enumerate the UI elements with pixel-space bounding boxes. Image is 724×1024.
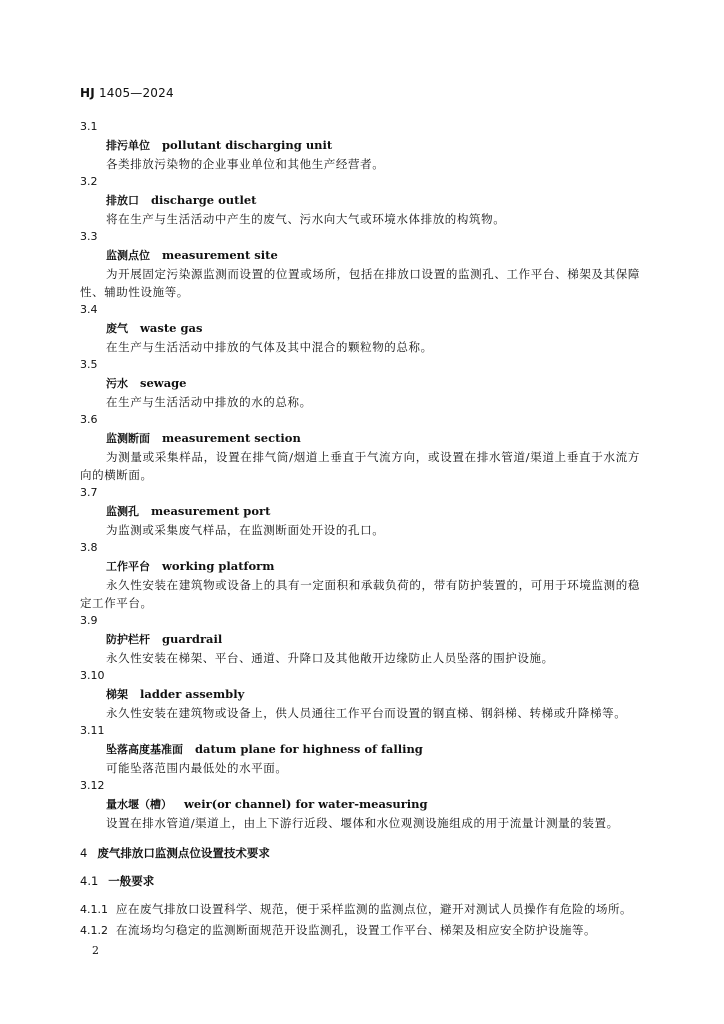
term-zh: 监测断面 <box>106 432 150 445</box>
term-zh: 废气 <box>106 322 128 335</box>
term-number: 3.5 <box>80 358 98 371</box>
term-en: ladder assembly <box>140 687 245 701</box>
section-title: 一般要求 <box>108 874 155 888</box>
term-title <box>80 795 640 814</box>
term-zh: 污水 <box>106 377 128 390</box>
term-en: weir(or channel) for water-measuring <box>184 797 428 811</box>
clause-number: 4.1.1 <box>80 903 108 916</box>
term-zh: 坠落高度基准面 <box>106 743 183 756</box>
term-definition: 在生产与生活活动中排放的水的总称。 <box>106 395 312 409</box>
term-title <box>80 246 640 265</box>
term-zh: 排污单位 <box>106 139 150 152</box>
clause-number: 4.1.2 <box>80 924 108 937</box>
term-number: 3.12 <box>80 779 105 792</box>
term-title <box>80 740 640 759</box>
term-zh: 防护栏杆 <box>106 633 150 646</box>
page-number: 2 <box>92 944 99 957</box>
term-en: discharge outlet <box>151 193 257 207</box>
term-zh: 监测孔 <box>106 505 139 518</box>
term-definition: 永久性安装在梯架、平台、通道、升降口及其他敞开边缘防止人员坠落的围护设施。 <box>106 651 554 665</box>
section-number: 4.1 <box>80 874 99 888</box>
term-title <box>80 429 640 448</box>
term-en: sewage <box>140 376 187 390</box>
chapter-title: 废气排放口监测点位设置技术要求 <box>97 846 270 860</box>
clause-text: 应在废气排放口设置科学、规范，便于采样监测的监测点位，避开对测试人员操作有危险的场所。 <box>116 902 632 916</box>
term-definition: 为监测或采集废气样品，在监测断面处开设的孔口。 <box>106 523 385 537</box>
term-definition: 为开展固定污染源监测而设置的位置或场所，包括在排放口设置的监测孔、工作平台、梯架及其保障性、辅助性设施等。 <box>80 267 640 299</box>
term-number: 3.1 <box>80 120 98 133</box>
term-definition: 永久性安装在建筑物或设备上的具有一定面积和承载负荷的，带有防护装置的，可用于环境监测的稳定工作平台。 <box>80 578 640 610</box>
term-en: measurement port <box>151 504 271 518</box>
term-number: 3.9 <box>80 614 98 627</box>
term-en: measurement site <box>162 248 278 262</box>
term-zh: 梯架 <box>106 688 128 701</box>
term-en: waste gas <box>140 321 203 335</box>
term-title <box>80 502 640 521</box>
clause <box>80 921 640 940</box>
clause-text: 在流场均匀稳定的监测断面规范开设监测孔，设置工作平台、梯架及相应安全防护设施等。 <box>116 923 596 937</box>
term-title <box>80 136 640 155</box>
term-title <box>80 557 640 576</box>
section-heading <box>80 872 640 890</box>
clause <box>80 900 640 919</box>
term-definition: 在生产与生活活动中排放的气体及其中混合的颗粒物的总称。 <box>106 340 433 354</box>
term-number: 3.7 <box>80 486 98 499</box>
term-en: working platform <box>162 559 275 573</box>
clause-list <box>80 900 640 940</box>
term-en: guardrail <box>162 632 223 646</box>
term-number: 3.4 <box>80 303 98 316</box>
term-number: 3.3 <box>80 230 98 243</box>
term-title <box>80 685 640 704</box>
term-definition: 设置在排水管道/渠道上，由上下游行近段、堰体和水位观测设施组成的用于流量计测量的装置。 <box>106 816 619 830</box>
chapter-number: 4 <box>80 846 88 860</box>
term-number: 3.2 <box>80 175 98 188</box>
chapter-heading <box>80 844 640 862</box>
term-number: 3.11 <box>80 724 105 737</box>
term-title <box>80 191 640 210</box>
term-zh: 排放口 <box>106 194 139 207</box>
term-title <box>80 630 640 649</box>
term-definition: 为测量或采集样品，设置在排气筒/烟道上垂直于气流方向，或设置在排水管道/渠道上垂直于水流方向的横断面。 <box>80 450 640 482</box>
term-en: pollutant discharging unit <box>162 138 333 152</box>
term-zh: 监测点位 <box>106 249 150 262</box>
term-definition: 各类排放污染物的企业事业单位和其他生产经营者。 <box>106 157 385 171</box>
term-title <box>80 319 640 338</box>
term-definition: 将在生产与生活活动中产生的废气、污水向大气或环境水体排放的构筑物。 <box>106 212 506 226</box>
term-en: measurement section <box>162 431 301 445</box>
term-zh: 量水堰（槽） <box>106 798 172 811</box>
term-definition: 永久性安装在建筑物或设备上，供人员通往工作平台而设置的钢直梯、钢斜梯、转梯或升降梯等。 <box>106 706 627 720</box>
term-en: datum plane for highness of falling <box>195 742 423 756</box>
standard-number: 1405—2024 <box>98 86 174 100</box>
term-title <box>80 374 640 393</box>
term-number: 3.8 <box>80 541 98 554</box>
term-definition: 可能坠落范围内最低处的水平面。 <box>106 761 288 775</box>
term-number: 3.6 <box>80 413 98 426</box>
document-body <box>80 118 640 940</box>
term-number: 3.10 <box>80 669 105 682</box>
page-header <box>80 86 174 100</box>
term-zh: 工作平台 <box>106 560 150 573</box>
standard-code: HJ <box>80 86 95 100</box>
